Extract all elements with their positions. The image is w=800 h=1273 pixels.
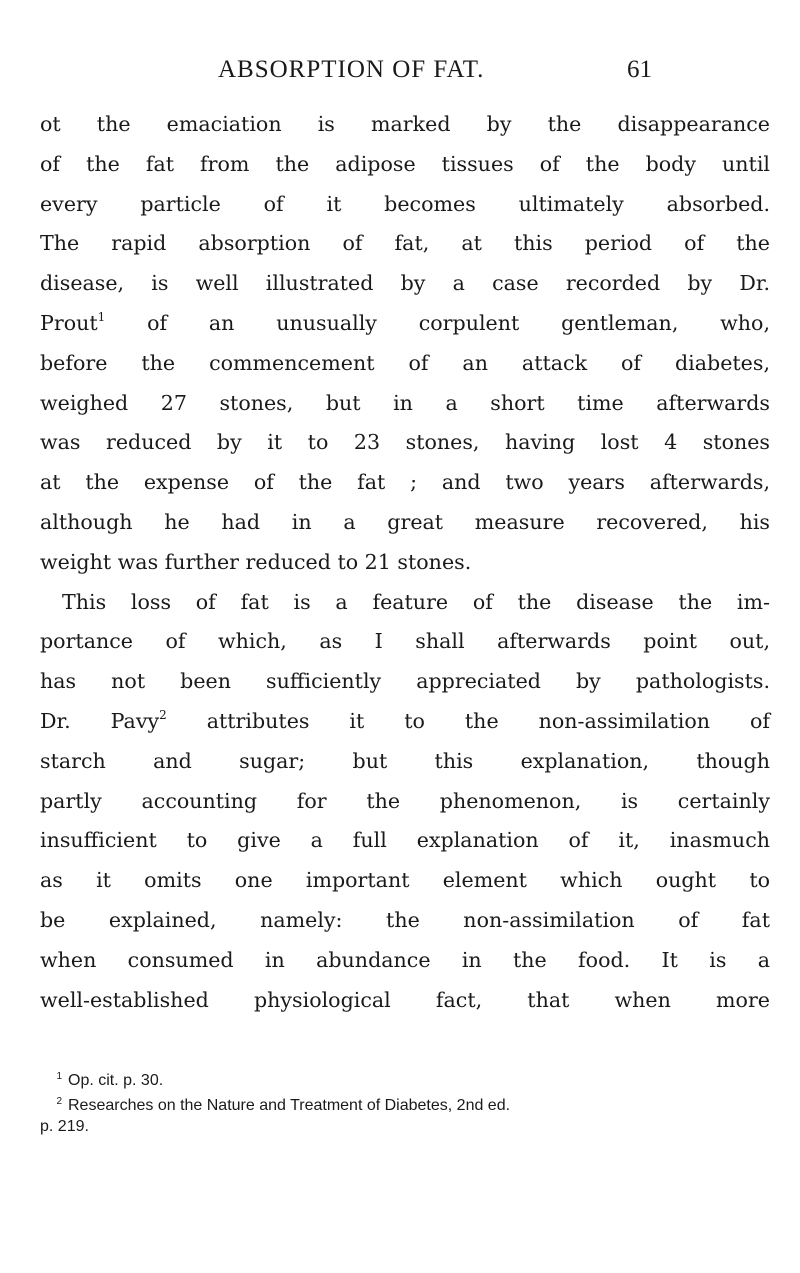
text-line: be explained, namely: the non-assimilation of fat	[40, 907, 770, 932]
text-fragment: Prout	[40, 310, 98, 335]
text-line: was reduced by it to 23 stones, having lost 4 stones	[40, 430, 770, 455]
text-line: The rapid absorption of fat, at this period of the	[40, 231, 770, 256]
running-title: ABSORPTION OF FAT.	[218, 56, 485, 83]
footnote-text: Op. cit. p. 30.	[68, 1072, 164, 1089]
footnote-continuation	[40, 1116, 770, 1137]
text-line: disease, is well illustrated by a case recorded by Dr.	[40, 271, 770, 296]
footnote	[40, 1091, 770, 1116]
footnote	[40, 1066, 770, 1091]
text-line: partly accounting for the phenomenon, is certainly	[40, 788, 770, 813]
footnote-text: p. 219.	[40, 1118, 89, 1135]
text-line: well-established physiological fact, that when more	[40, 987, 770, 1012]
text-line: before the commencement of an attack of diabetes,	[40, 350, 770, 375]
text-line: starch and sugar; but this explanation, though	[40, 748, 770, 773]
text-line: when consumed in abundance in the food. It is a	[40, 947, 770, 972]
page-number: 61	[627, 56, 652, 83]
text-line: every particle of it becomes ultimately absorbed.	[40, 191, 770, 216]
text-line: as it omits one important element which ought to	[40, 868, 770, 893]
text-line: at the expense of the fat ; and two years afterwards,	[40, 470, 770, 495]
text-line: has not been sufficiently appreciated by pathologists.	[40, 669, 770, 694]
text-fragment: attributes it to the non-assimilation of	[166, 708, 770, 733]
body-text	[40, 105, 770, 1020]
text-line: of the fat from the adipose tissues of the body until	[40, 151, 770, 176]
text-line: weight was further reduced to 21 stones.	[40, 549, 472, 574]
footnote-text: Researches on the Nature and Treatment of Diabetes, 2nd ed.	[68, 1097, 511, 1114]
text-line	[40, 702, 770, 742]
footnotes	[40, 1066, 770, 1137]
text-fragment: of an unusually corpulent gentleman, who,	[105, 310, 770, 335]
text-line: portance of which, as I shall afterwards point out,	[40, 629, 770, 654]
text-line: This loss of fat is a feature of the disease the im-	[62, 589, 770, 614]
text-line: insufficient to give a full explanation of it, inasmuch	[40, 828, 770, 853]
footnote-ref: 1	[97, 309, 106, 324]
footnote-mark: 2	[56, 1096, 62, 1107]
footnote-ref: 2	[159, 707, 167, 722]
text-line: weighed 27 stones, but in a short time afterwards	[40, 390, 770, 415]
text-line: although he had in a great measure recovered, his	[40, 509, 770, 534]
text-line	[40, 304, 770, 344]
footnote-mark: 1	[56, 1071, 62, 1082]
text-fragment: Dr. Pavy	[40, 708, 160, 733]
text-line: ot the emaciation is marked by the disappearance	[40, 112, 770, 136]
